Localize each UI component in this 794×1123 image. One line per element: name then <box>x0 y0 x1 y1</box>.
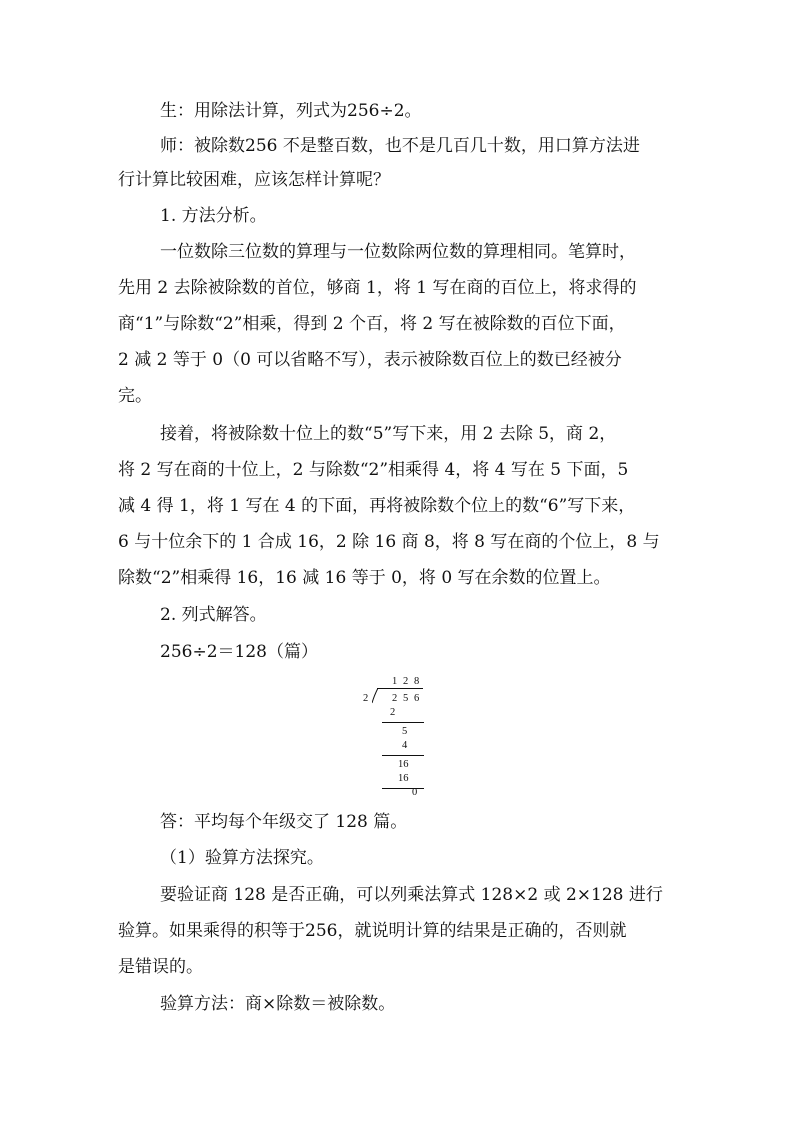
dividend-digit: 6 <box>414 693 420 704</box>
paragraph-line: 商“1”与除数“2”相乘，得到 2 个百，将 2 写在被除数的百位下面， <box>118 314 626 334</box>
answer-line: 答：平均每个年级交了 128 篇。 <box>160 812 408 832</box>
paragraph-line: 师：被除数256 不是整百数，也不是几百几十数，用口算方法进 <box>160 136 640 156</box>
dividend-digit: 2 <box>392 693 398 704</box>
divisor-digit: 2 <box>363 693 369 704</box>
division-bracket <box>372 688 380 704</box>
formula-line: 256÷2＝128（篇） <box>160 642 318 662</box>
remainder-digit: 0 <box>412 787 418 798</box>
paragraph-line: 将 2 写在商的十位上，2 与除数“2”相乘得 4，将 4 写在 5 下面，5 <box>118 460 629 480</box>
step-product: 4 <box>402 740 408 751</box>
paragraph-line: 一位数除三位数的算理与一位数除两位数的算理相同。笔算时， <box>160 242 636 262</box>
paragraph-line: 行计算比较困难，应该怎样计算呢？ <box>118 170 390 190</box>
paragraph-line: 生：用除法计算，列式为256÷2。 <box>160 101 422 121</box>
paragraph-line: 除数“2”相乘得 16，16 减 16 等于 0，将 0 写在余数的位置上。 <box>118 568 611 588</box>
quotient-digit: 1 <box>392 676 398 687</box>
paragraph-line: 6 与十位余下的 1 合成 16，2 除 16 商 8，将 8 写在商的个位上，8 与 <box>118 532 660 552</box>
paragraph-line: 1. 方法分析。 <box>160 206 267 226</box>
subtraction-rule <box>382 722 424 723</box>
step-product: 2 <box>390 707 396 718</box>
step-value: 5 <box>402 726 408 737</box>
quotient-digit: 8 <box>414 676 420 687</box>
paragraph-line: 减 4 得 1，将 1 写在 4 的下面，再将被除数个位上的数“6”写下来， <box>118 496 636 516</box>
dividend-digit: 5 <box>403 693 409 704</box>
paragraph-line: 是错误的。 <box>118 957 203 977</box>
paragraph-line: 完。 <box>118 386 152 406</box>
quotient-digit: 2 <box>403 676 409 687</box>
paragraph-line: 要验证商 128 是否正确，可以列乘法算式 128×2 或 2×128 进行 <box>160 885 663 905</box>
paragraph-line: 先用 2 去除被除数的首位，够商 1，将 1 写在商的百位上，将求得的 <box>118 278 637 298</box>
paragraph-line: 验算。如果乘得的积等于256，就说明计算的结果是正确的，否则就 <box>118 921 627 941</box>
subtraction-rule <box>382 755 424 756</box>
step-value: 16 <box>398 759 409 770</box>
division-bar <box>377 688 423 689</box>
paragraph-line: 验算方法：商×除数＝被除数。 <box>160 994 396 1014</box>
paragraph-line: 2. 列式解答。 <box>160 605 267 625</box>
subtraction-rule <box>382 788 424 789</box>
step-product: 16 <box>398 773 409 784</box>
paragraph-line: 2 减 2 等于 0（0 可以省略不写），表示被除数百位上的数已经被分 <box>118 350 622 370</box>
paragraph-line: 接着，将被除数十位上的数“5”写下来，用 2 去除 5，商 2， <box>160 424 617 444</box>
paragraph-line: （1）验算方法探究。 <box>160 848 324 868</box>
long-division <box>362 676 426 798</box>
